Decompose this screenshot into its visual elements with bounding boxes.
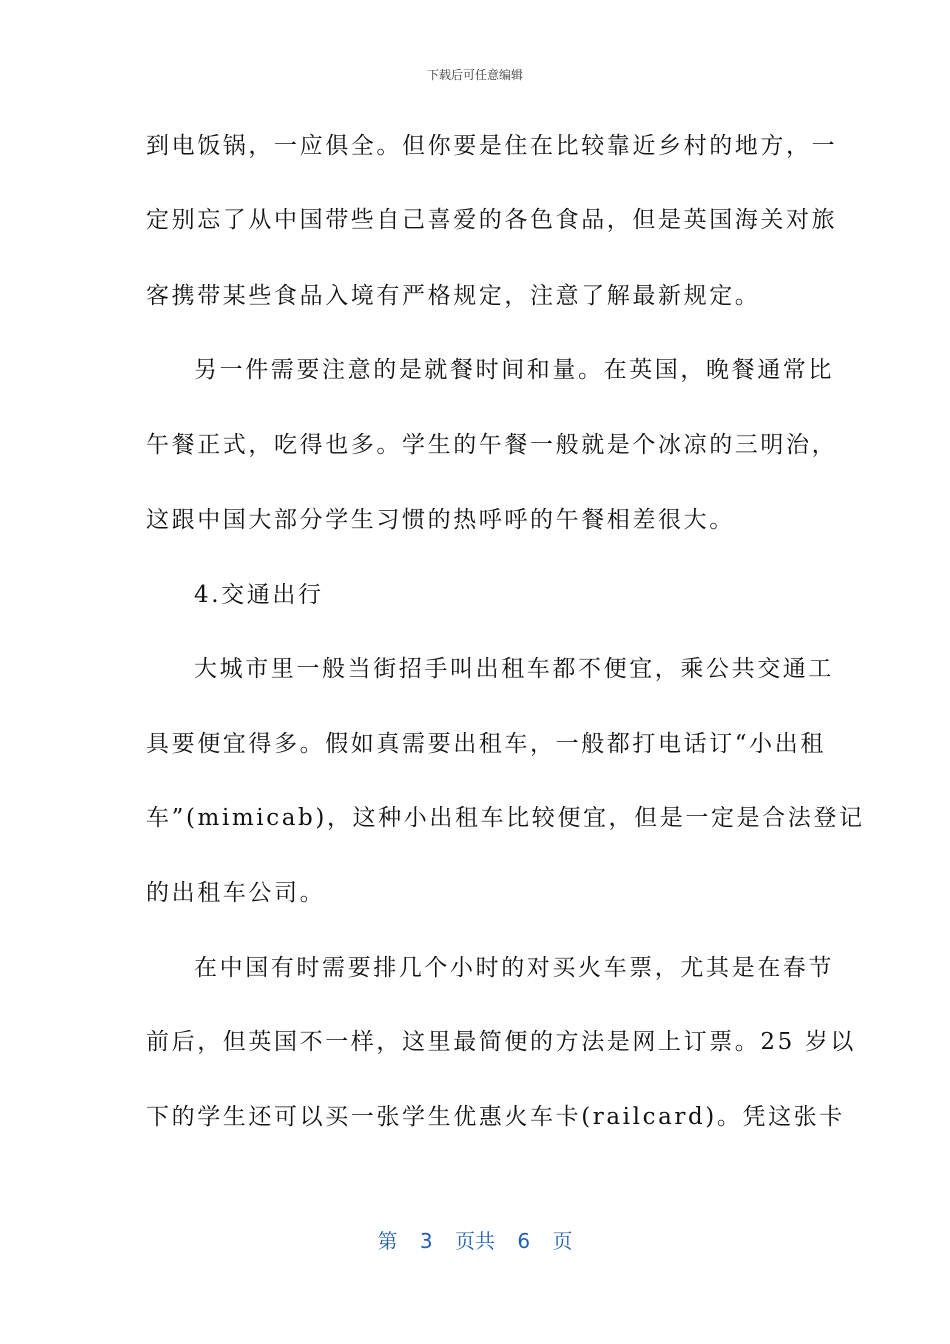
text-line: 大城市里一般当街招手叫出租车都不便宜，乘公共交通工: [194, 656, 834, 682]
text-line: 前后，但英国不一样，这里最简便的方法是网上订票。25 岁以: [146, 1029, 856, 1055]
text-line: 在中国有时需要排几个小时的对买火车票，尤其是在春节: [194, 955, 834, 981]
text-line: 下的学生还可以买一张学生优惠火车卡(railcard)。凭这张卡: [146, 1104, 845, 1130]
page-number: 3: [419, 1229, 433, 1253]
text-line: 具要便宜得多。假如真需要出租车，一般都打电话订“小出租: [146, 731, 826, 757]
page-header: 下载后可任意编辑: [426, 68, 523, 82]
page-suffix: 页: [552, 1229, 573, 1253]
text-line: 到电饭锅，一应俱全。但你要是住在比较靠近乡村的地方，一: [146, 133, 838, 159]
text-line: 车”(mimicab)，这种小出租车比较便宜，但是一定是合法登记: [146, 805, 865, 831]
text-line: 的出租车公司。: [146, 880, 326, 906]
total-label: 页共: [455, 1229, 495, 1253]
text-line: 另一件需要注意的是就餐时间和量。在英国，晚餐通常比: [194, 357, 834, 383]
text-line: 午餐正式，吃得也多。学生的午餐一般就是个冰凉的三明治，: [146, 432, 838, 458]
text-line: 定别忘了从中国带些自己喜爱的各色食品，但是英国海关对旅: [146, 207, 838, 233]
section-heading: 4.交通出行: [194, 582, 324, 608]
text-line: 这跟中国大部分学生习惯的热呼呼的午餐相差很大。: [146, 507, 735, 533]
page-label: 第: [377, 1229, 398, 1253]
page-footer: [0, 1225, 950, 1254]
text-line: 客携带某些食品入境有严格规定，注意了解最新规定。: [146, 283, 761, 309]
total-pages: 6: [517, 1229, 531, 1253]
